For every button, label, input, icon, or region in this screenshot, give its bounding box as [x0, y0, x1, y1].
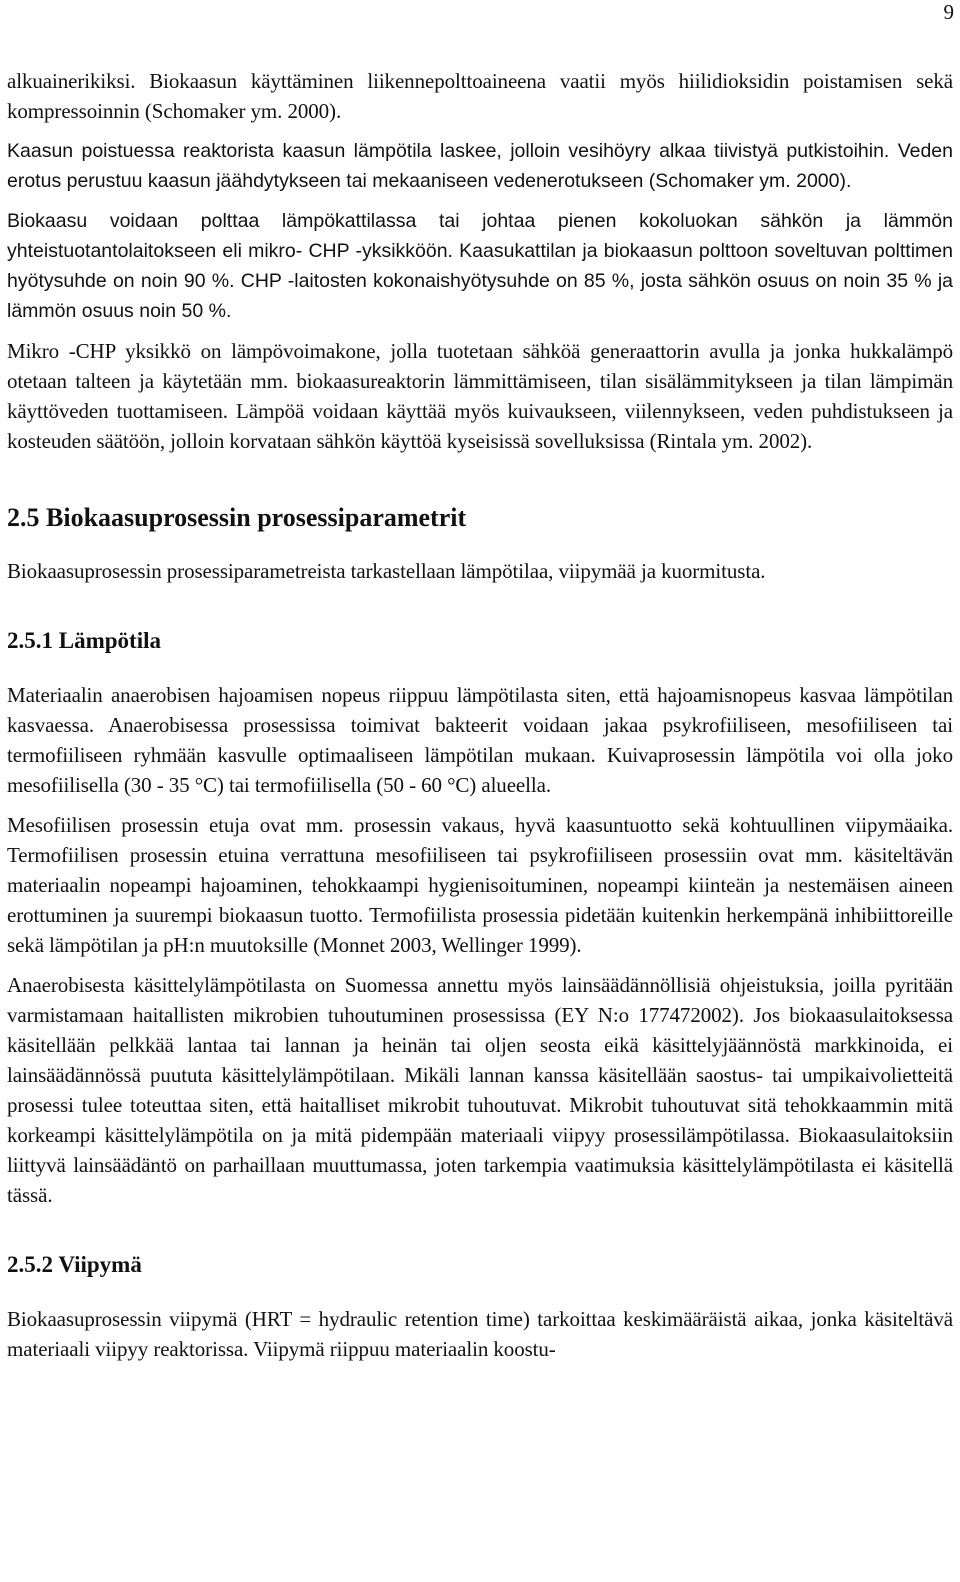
section-heading-2-5-1: 2.5.1 Lämpötila [7, 628, 161, 653]
intro-paragraph-3: Biokaasu voidaan polttaa lämpökattilassa tai johtaa pienen kokoluokan sähkön ja lämmön yhteistuotantolaitokseen eli mikro- CHP -yksikköön. Kaasukattilan ja biokaasun polttoon soveltuvan polttimen hyötysuhde on noin 90 %. CHP -laitosten kokonaishyötysuhde on 85 %, josta sähkön osuus on noin 35 % ja lämmön osuus noin 50 %. [7, 210, 953, 322]
temperature-paragraph-2: Mesofiilisen prosessin etuja ovat mm. prosessin vakaus, hyvä kaasuntuotto sekä kohtuullinen viipymäaika. Termofiilisen prosessin etuina verrattuna mesofiiliseen tai psykrofiiliseen prosessiin ovat mm. käsiteltävän materiaalin nopeampi hajoaminen, tehokkaampi hygienisoituminen, nopeampi kiinteän ja nestemäisen aineen erottuminen ja suurempi biokaasun tuotto. Termofiilista prosessia pidetään kuitenkin herkempänä inhibiittoreille sekä lämpötilan ja pH:n muutoksille (Monnet 2003, Wellinger 1999). [7, 813, 953, 957]
intro-paragraph-1: alkuainerikiksi. Biokaasun käyttäminen liikennepolttoaineena vaatii myös hiilidioksidin poistamisen sekä kompressoinnin (Schomaker ym. 2000). [7, 69, 953, 123]
section-heading-2-5-2: 2.5.2 Viipymä [7, 1252, 142, 1277]
temperature-paragraph-3: Anaerobisesta käsittelylämpötilasta on Suomessa annettu myös lainsäädännöllisiä ohjeistuksia, joilla pyritään varmistamaan haitallisten mikrobien tuhoutuminen prosessissa (EY N:o 177472002). Jos biokaasulaitoksessa käsitellään pelkkää lantaa tai lannan ja heinän tai oljen seosta eikä käsittelyjäännöstä markkinoida, ei lainsäädännössä puututa käsittelylämpötilaan. Mikäli lannan kanssa käsitellään saostus- tai umpikaivolietteitä prosessi tulee toteuttaa siten, että haitalliset mikrobit tuhoutuvat. Mikrobit tuhoutuvat sitä tehokkaammin mitä korkeampi käsittelylämpötila on ja mitä pidempään materiaali viipyy prosessilämpötilassa. Biokaasulaitoksiin liittyvä lainsäädäntö on parhaillaan muuttumassa, joten tarkempia vaatimuksia käsittelylämpötilasta ei käsitellä tässä. [7, 973, 953, 1207]
document-body [7, 66, 953, 1374]
section-heading-2-5: 2.5 Biokaasuprosessin prosessiparametrit [7, 503, 467, 532]
page-number: 9 [943, 0, 954, 24]
temperature-paragraph-1: Materiaalin anaerobisen hajoamisen nopeus riippuu lämpötilasta siten, että hajoamisnopeus kasvaa lämpötilan kasvaessa. Anaerobisessa prosessissa toimivat bakteerit voidaan jakaa psykrofiiliseen, mesofiiliseen tai termofiiliseen ryhmään kasvulle optimaaliseen lämpötilan mukaan. Kuivaprosessin lämpötila voi olla joko mesofiilisella (30 - 35 °C) tai termofiilisella (50 - 60 °C) alueella. [7, 683, 953, 797]
intro-paragraph-2: Kaasun poistuessa reaktorista kaasun lämpötila laskee, jolloin vesihöyry alkaa tiivistyä putkistoihin. Veden erotus perustuu kaasun jäähdytykseen tai mekaaniseen vedenerotukseen (Schomaker ym. 2000). [7, 140, 953, 192]
intro-paragraph-4: Mikro -CHP yksikkö on lämpövoimakone, jolla tuotetaan sähköä generaattorin avulla ja jonka hukkalämpö otetaan talteen ja käytetään mm. biokaasureaktorin lämmittämiseen, tilan sisälämmitykseen ja tilan lämpimän käyttöveden tuottamiseen. Lämpöä voidaan käyttää myös kuivaukseen, viilennykseen, veden puhdistukseen ja kosteuden säätöön, jolloin korvataan sähkön käyttöä kyseisissä sovelluksissa (Rintala ym. 2002). [7, 339, 953, 453]
section-2-5-text: Biokaasuprosessin prosessiparametreista tarkastellaan lämpötilaa, viipymää ja kuormitusta. [7, 559, 766, 583]
retention-paragraph-1: Biokaasuprosessin viipymä (HRT = hydraulic retention time) tarkoittaa keskimääräistä aikaa, jonka käsiteltävä materiaali viipyy reaktorissa. Viipymä riippuu materiaalin koostu- [7, 1307, 953, 1361]
